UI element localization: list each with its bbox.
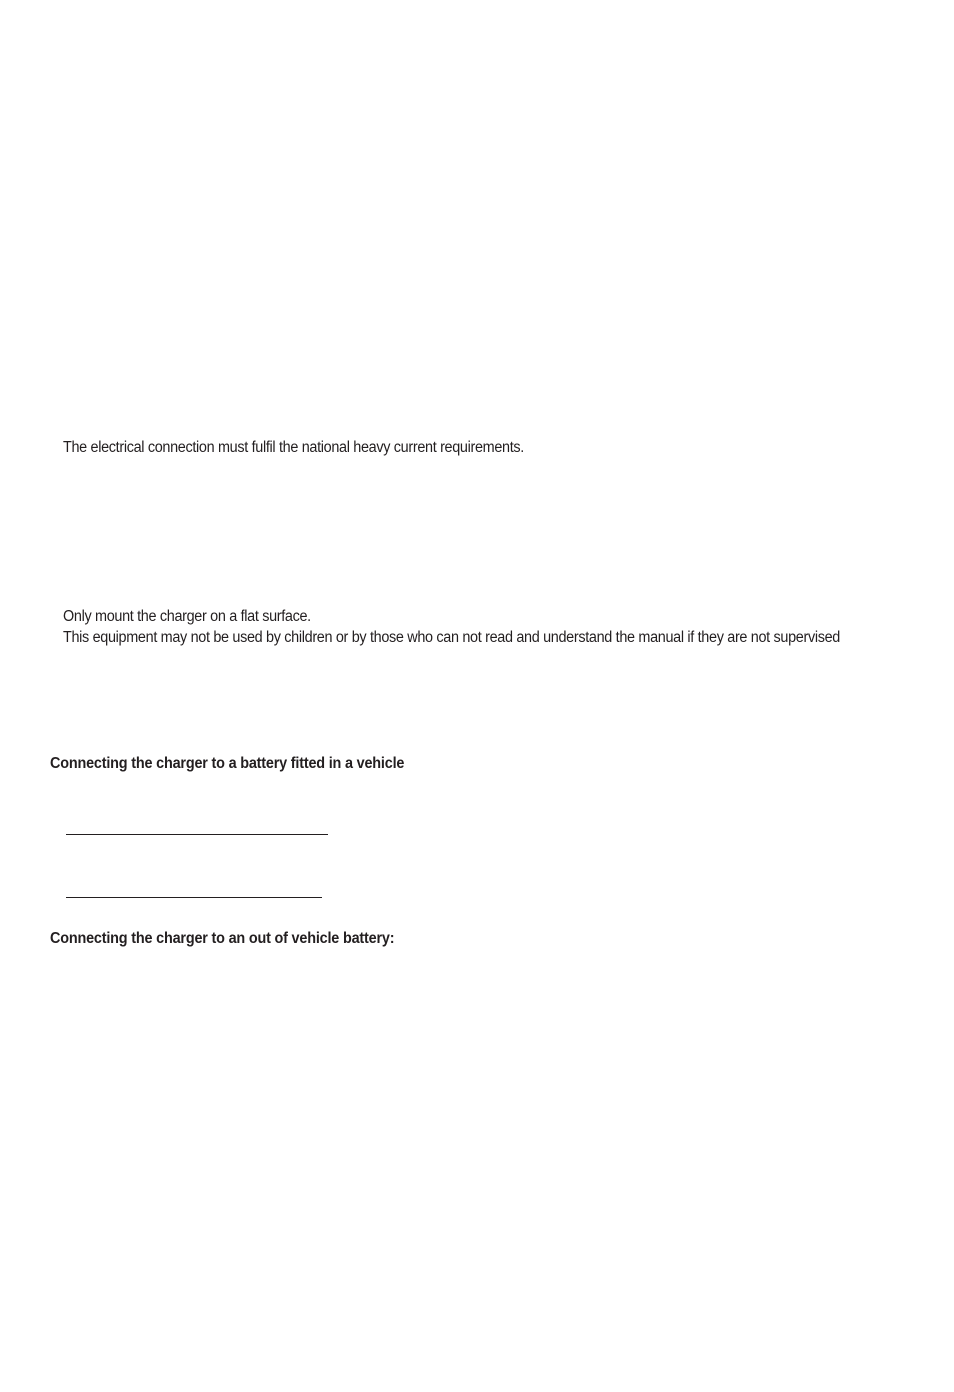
in-vehicle-heading: Connecting the charger to a battery fitted in a vehicle [50, 755, 405, 772]
out-of-vehicle-heading: Connecting the charger to an out of vehicle battery: [50, 930, 395, 947]
supervision-warning-text: This equipment may not be used by children or by those who can not read and understand the manual if they are not supervised [63, 629, 841, 646]
blank-line-2 [66, 897, 322, 898]
blank-line-1 [66, 834, 328, 835]
electrical-connection-text: The electrical connection must fulfil the national heavy current requirements. [63, 439, 524, 456]
mounting-instruction-text: Only mount the charger on a flat surface. [63, 608, 311, 625]
